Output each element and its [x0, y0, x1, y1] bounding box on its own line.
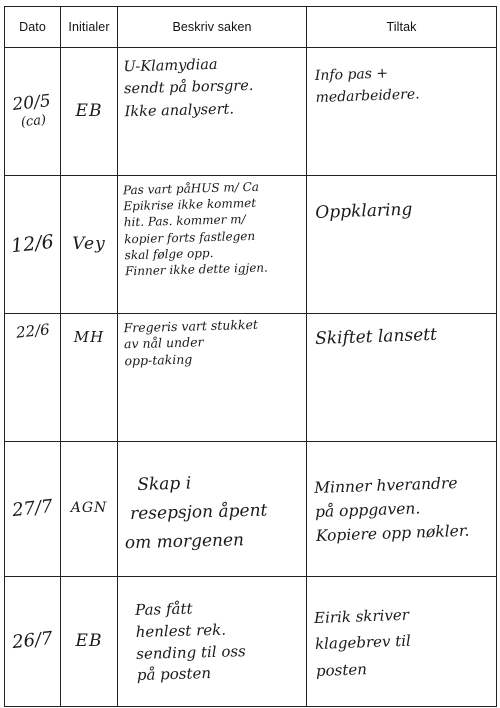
description-line: Ikke analysert.: [124, 101, 235, 121]
date-cell: [5, 577, 61, 707]
description-cell: [118, 577, 307, 707]
description-line: på posten: [136, 664, 212, 685]
action-line: klagebrev til: [314, 632, 412, 654]
action-line: Kopiere opp nøkler.: [315, 521, 470, 545]
description-cell: [118, 48, 307, 176]
description-line: Epikrise ikke kommet: [123, 196, 257, 214]
action-line: Oppklaring: [315, 199, 413, 224]
action-cell: [307, 48, 497, 176]
description-line: Pas fått: [134, 599, 193, 619]
description-line: sending til oss: [136, 641, 246, 663]
initials-value: EB: [75, 630, 103, 651]
description-line: av nål under: [123, 334, 204, 352]
date-cell: [5, 442, 61, 577]
initials-cell: [61, 442, 118, 577]
action-cell: [307, 442, 497, 577]
action-line: Skiftet lansett: [314, 324, 438, 350]
description-cell: [118, 442, 307, 577]
initials-cell: [61, 577, 118, 707]
initials-cell: [61, 176, 118, 314]
action-line: Eirik skriver: [313, 605, 410, 628]
description-line: om morgenen: [124, 529, 245, 553]
description-line: sendt på borsgre.: [123, 78, 254, 98]
header-description: Beskriv saken: [118, 7, 307, 48]
description-cell: [118, 314, 307, 442]
date-cell: [5, 48, 61, 176]
table-row: [5, 314, 497, 442]
description-cell: [118, 176, 307, 314]
action-line: posten: [315, 659, 368, 680]
incident-log-table: [4, 6, 497, 707]
description-line: Skap i: [137, 473, 192, 495]
date-cell: [5, 176, 61, 314]
description-line: Pas vart påHUS m/ Ca: [122, 179, 260, 198]
date-cell: [5, 314, 61, 442]
description-line: hit. Pas. kommer m/: [123, 212, 246, 230]
table-row: [5, 176, 497, 314]
action-cell: [307, 176, 497, 314]
action-line: på oppgaven.: [314, 499, 421, 521]
description-line: Finner ikke dette igjen.: [124, 260, 269, 279]
header-initials: Initialer: [61, 7, 118, 48]
action-cell: [307, 314, 497, 442]
header-date: Dato: [5, 7, 61, 48]
header-row: [5, 7, 497, 48]
initials-value: MH: [73, 328, 105, 346]
action-line: Info pas +: [314, 65, 389, 85]
description-line: henlest rek.: [135, 620, 227, 641]
table-row: [5, 442, 497, 577]
description-line: skal følge opp.: [124, 245, 214, 263]
date-value: 22/6: [15, 320, 51, 342]
action-line: Minner hverandre: [313, 474, 458, 497]
description-line: resepsjon åpent: [129, 500, 268, 524]
initials-value: AGN: [70, 500, 108, 517]
header-action: Tiltak: [307, 7, 497, 48]
description-line: U-Klamydiaa: [123, 56, 218, 76]
initials-value: Vey: [72, 233, 106, 254]
initials-cell: [61, 314, 118, 442]
date-note: (ca): [20, 112, 47, 131]
initials-cell: [61, 48, 118, 176]
date-value: 20/5: [11, 90, 52, 115]
description-line: kopier forts fastlegen: [124, 228, 256, 246]
date-value: 27/7: [11, 495, 54, 521]
table-row: [5, 577, 497, 707]
action-cell: [307, 577, 497, 707]
table-row: [5, 48, 497, 176]
action-line: medarbeidere.: [315, 86, 420, 107]
date-value: 26/7: [11, 628, 54, 654]
description-line: opp-taking: [124, 351, 193, 368]
description-line: Fregeris vart stukket: [123, 316, 259, 336]
date-value: 12/6: [10, 230, 55, 257]
initials-value: EB: [75, 100, 103, 121]
